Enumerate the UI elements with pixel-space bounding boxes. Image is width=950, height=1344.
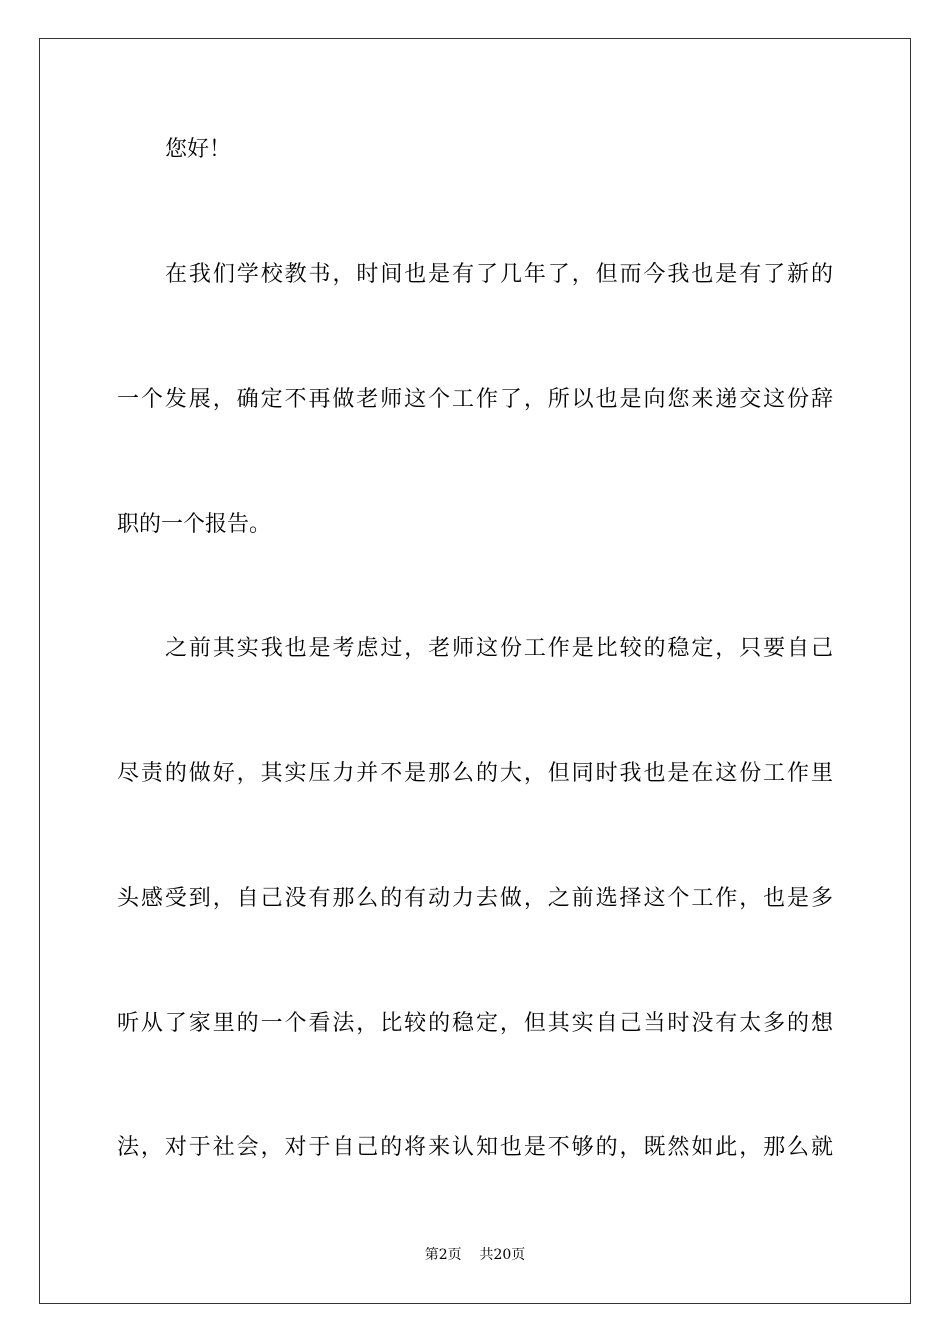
body-line-4: 之前其实我也是考虑过，老师这份工作是比较的稳定，只要自己 <box>165 636 833 661</box>
body-line-8: 法，对于社会，对于自己的将来认知也是不够的，既然如此，那么就 <box>117 1135 833 1160</box>
page-indicator: 第2页 共20页 <box>424 1247 526 1263</box>
body-line-5: 尽责的做好，其实压力并不是那么的大，但同时我也是在这份工作里 <box>117 761 833 786</box>
body-line-7: 听从了家里的一个看法，比较的稳定，但其实自己当时没有太多的想 <box>117 1011 833 1036</box>
body-line-1: 在我们学校教书，时间也是有了几年了，但而今我也是有了新的 <box>165 262 833 287</box>
body-line-2: 一个发展，确定不再做老师这个工作了，所以也是向您来递交这份辞 <box>117 387 833 412</box>
page-frame <box>39 38 911 1304</box>
greeting-line: 您好！ <box>165 137 232 162</box>
body-line-3: 职的一个报告。 <box>117 512 272 537</box>
body-line-6: 头感受到，自己没有那么的有动力去做，之前选择这个工作，也是多 <box>117 886 833 911</box>
